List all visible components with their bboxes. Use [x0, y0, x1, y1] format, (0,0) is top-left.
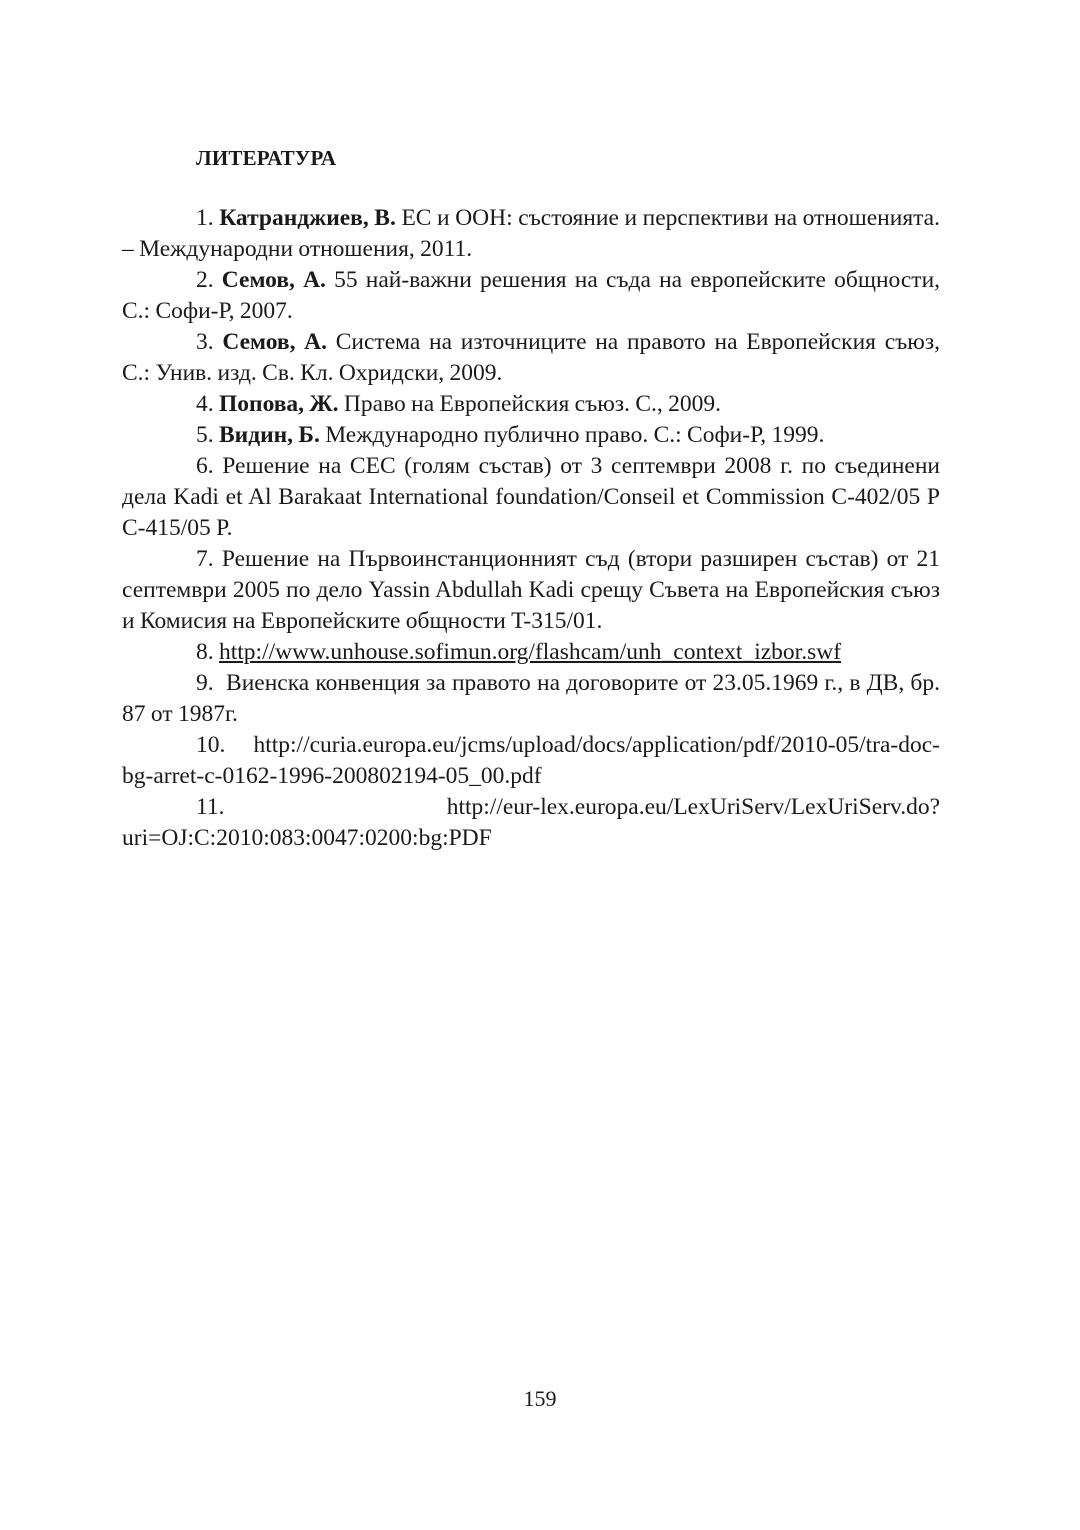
reference-item-5: [122, 420, 940, 451]
reference-item-8: [122, 637, 940, 668]
reference-number: 7.: [196, 546, 214, 572]
reference-item-10: [122, 730, 940, 792]
reference-number: 6.: [196, 453, 214, 479]
reference-number: 1.: [196, 205, 214, 231]
reference-number: 10.: [196, 732, 226, 758]
reference-number: 11.: [196, 794, 225, 820]
reference-text: Международно публично право. С.: Софи-Р, 1999.: [325, 422, 825, 448]
reference-author: Видин, Б.: [219, 422, 320, 448]
reference-number: 8.: [196, 639, 214, 665]
reference-author: Попова, Ж.: [219, 391, 339, 417]
reference-text: Решение на Първоинстанционният съд (втори разширен състав) от 21 септември 2005 по дело Yassin Abdullah Kadi срещу Съвета на Европейския съюз и Комисия на Европейските общности T-315/01.: [122, 546, 941, 634]
reference-item-11: [122, 792, 940, 854]
reference-number: 5.: [196, 422, 214, 448]
reference-number: 9.: [196, 670, 214, 696]
reference-number: 3.: [196, 329, 214, 355]
reference-number: 4.: [196, 391, 214, 417]
reference-text: http://curia.europa.eu/jcms/upload/docs/application/pdf/2010-05/tra-doc-bg-arret-c-0162-1996-200802194-05_00.pdf: [122, 732, 940, 789]
reference-item-6: [122, 451, 940, 544]
reference-author: Семов, А.: [222, 329, 328, 355]
reference-item-7: [122, 544, 940, 637]
reference-text: http://eur-lex.europa.eu/LexUriServ/LexUriServ.do?uri=OJ:C:2010:083:0047:0200:bg:PDF: [122, 794, 940, 851]
reference-author: Семов, А.: [221, 267, 326, 293]
reference-text: Право на Европейския съюз. С., 2009.: [343, 391, 722, 417]
page-number: 159: [523, 1386, 557, 1411]
reference-text: Система на източниците на правото на Европейския съюз, С.: Унив. изд. Св. Кл. Охридски, 2009.: [122, 329, 941, 386]
reference-number: 2.: [196, 267, 214, 293]
reference-list: [122, 203, 940, 854]
reference-text: Виенска конвенция за правото на договорите от 23.05.1969 г., в ДВ, бр. 87 от 1987г.: [122, 670, 940, 727]
reference-item-2: [122, 265, 940, 327]
reference-text: 55 най-важни решения на съда на европейските общности, С.: Софи-Р, 2007.: [122, 267, 941, 324]
reference-item-1: [122, 203, 940, 265]
reference-item-9: [122, 668, 940, 730]
reference-item-4: [122, 389, 940, 420]
reference-item-3: [122, 327, 940, 389]
reference-link[interactable]: http://www.unhouse.sofimun.org/flashcam/unh_context_izbor.swf: [219, 639, 842, 665]
reference-text: ЕС и ООН: състояние и перспективи на отношенията. – Международни отношения, 2011.: [122, 205, 940, 262]
reference-author: Катранджиев, В.: [219, 205, 396, 231]
reference-text: Решение на СЕС (голям състав) от 3 септември 2008 г. по съединени дела Kadi et Al Barakaat International foundation/Conseil et Commission C-402/05 P C-415/05 P.: [122, 453, 941, 541]
section-heading: ЛИТЕРАТУРА: [196, 146, 337, 170]
